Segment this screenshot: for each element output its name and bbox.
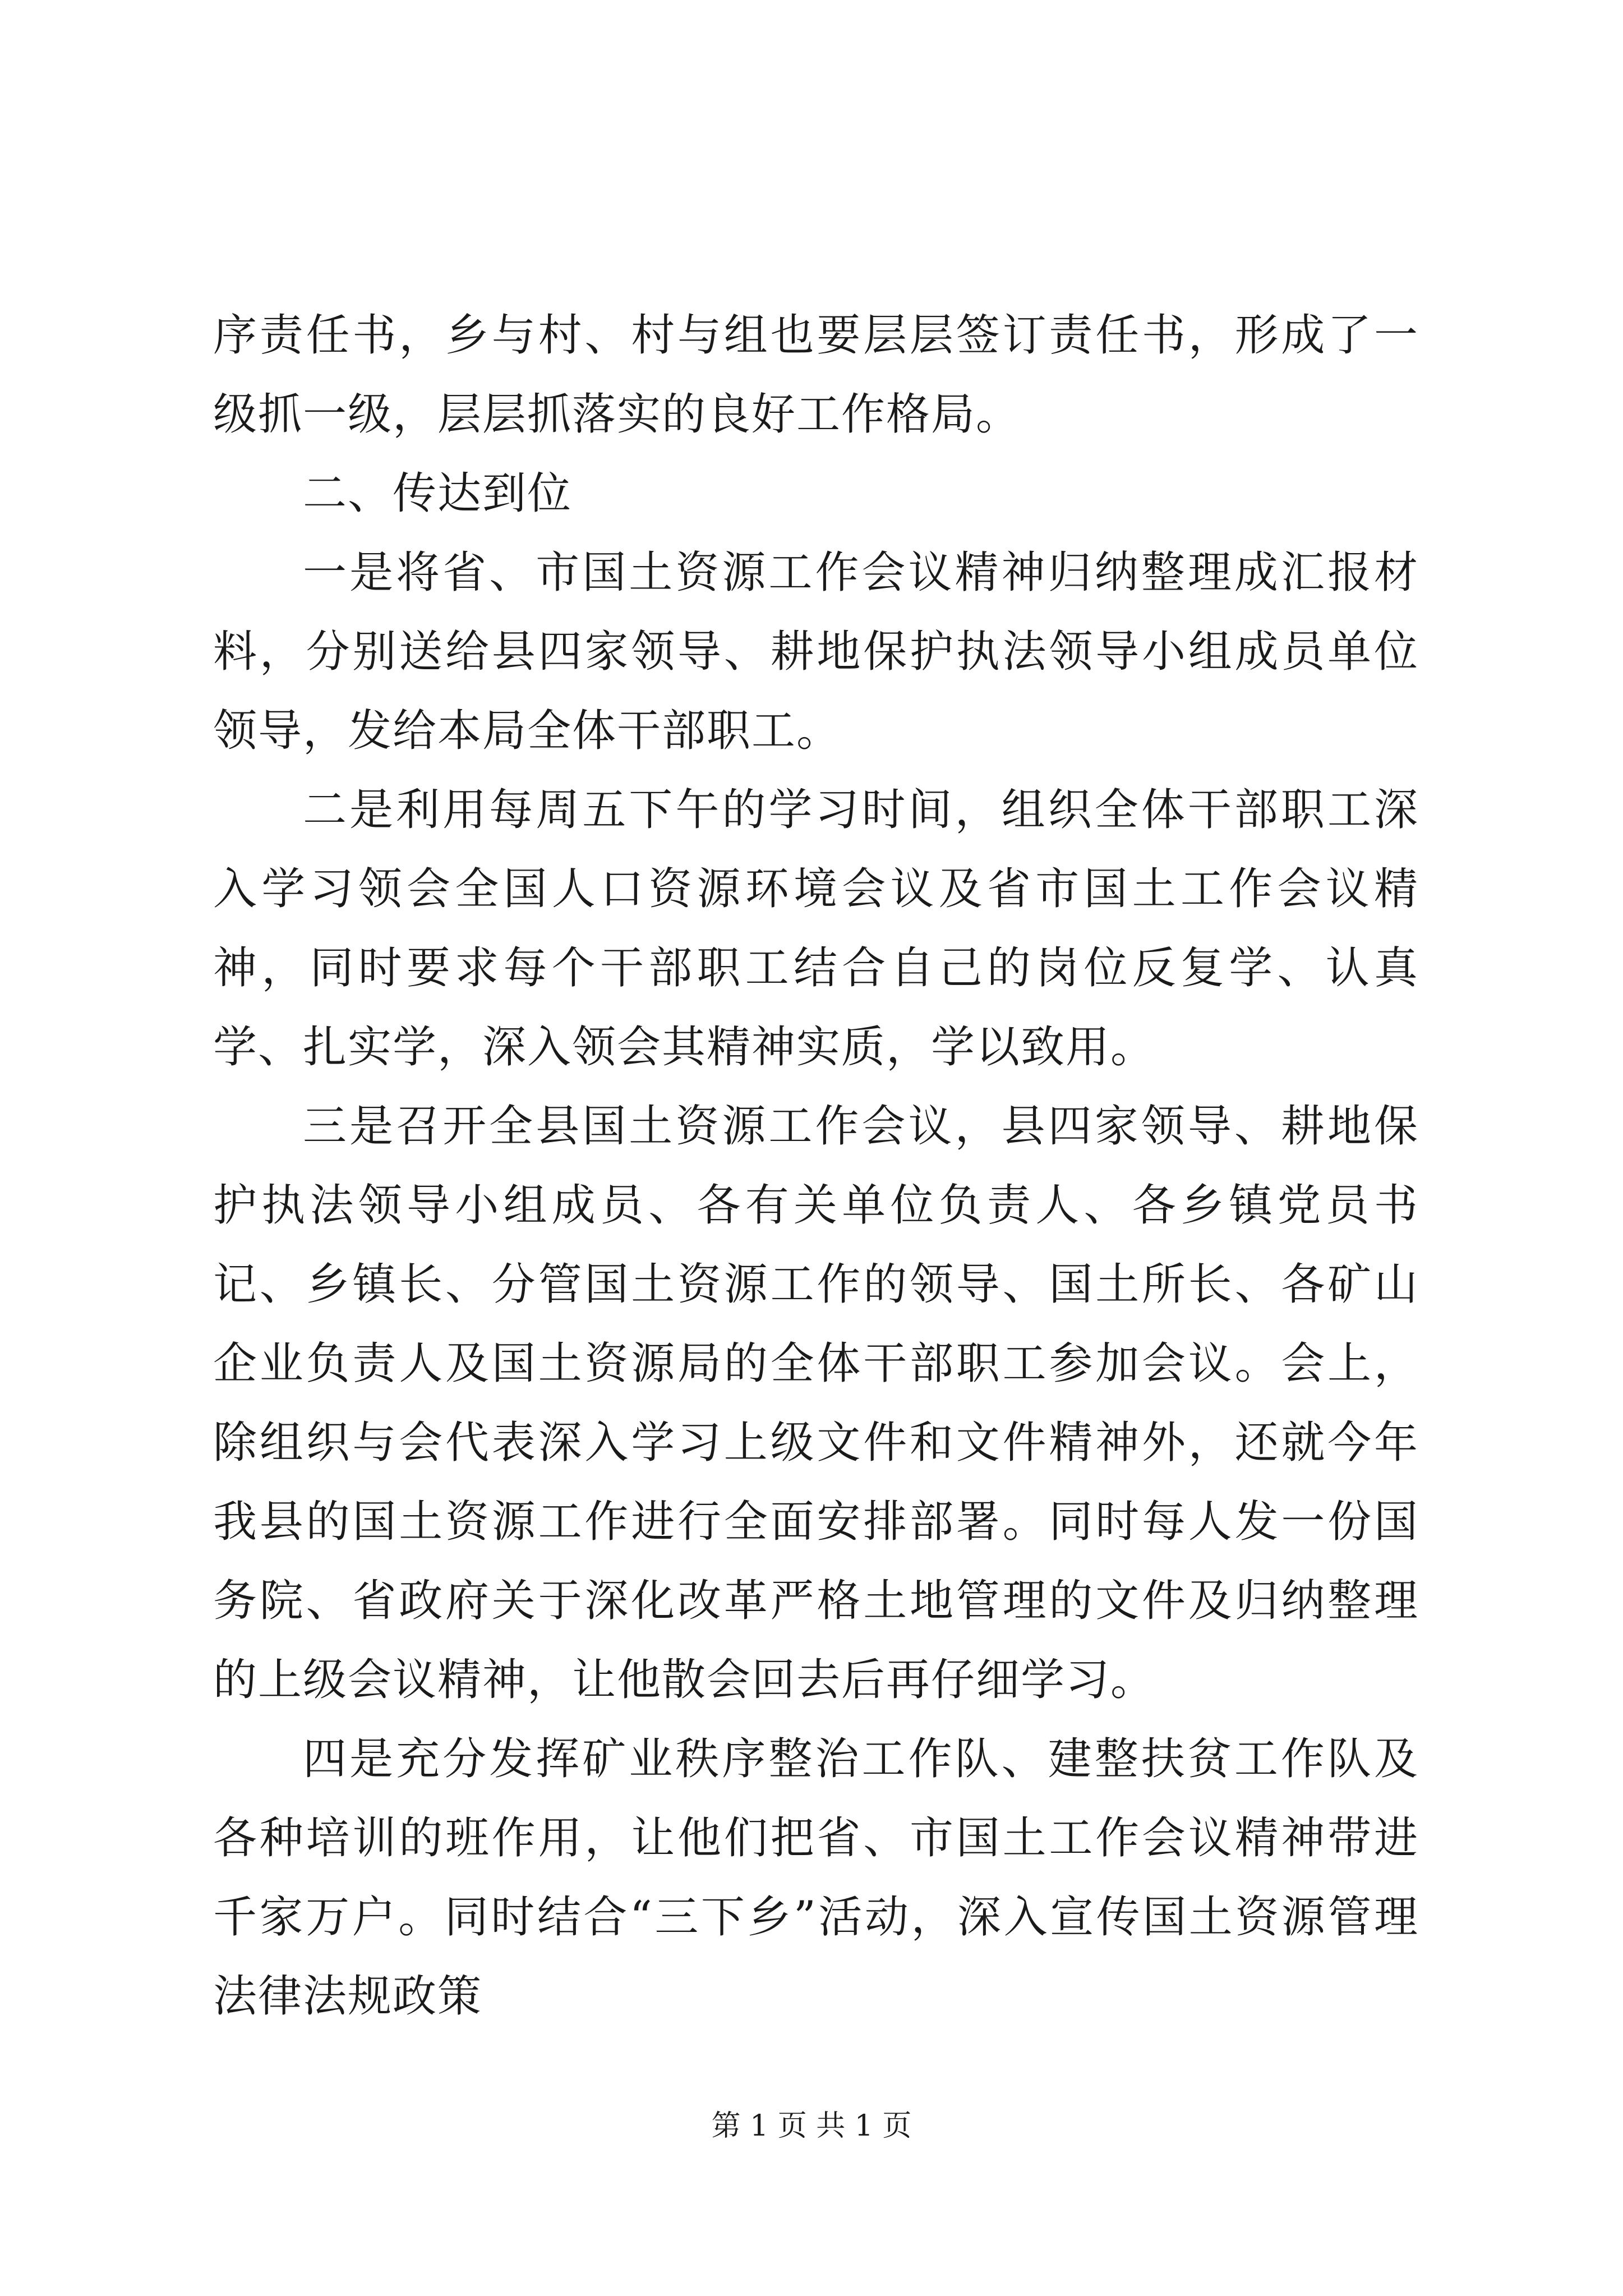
- page-footer: 第 1 页 共 1 页: [711, 2109, 912, 2143]
- paragraph-item-4: 四是充分发挥矿业秩序整治工作队、建整扶贫工作队及各种培训的班作用，让他们把省、市国土工作会议精神带进千家万户。同时结合“三下乡”活动，深入宣传国土资源管理法律法规政策: [213, 1734, 1419, 2022]
- paragraph-1: 序责任书，乡与村、村与组也要层层签订责任书，形成了一级抓一级，层层抓落实的良好工作格局。: [213, 310, 1419, 440]
- paragraph-item-2: 二是利用每周五下午的学习时间，组织全体干部职工深入学习领会全国人口资源环境会议及省市国土工作会议精神，同时要求每个干部职工结合自己的岗位反复学、认真学、扎实学，深入领会其精神实质，学以致用。: [213, 785, 1419, 1073]
- paragraph-item-3: 三是召开全县国土资源工作会议，县四家领导、耕地保护执法领导小组成员、各有关单位负责人、各乡镇党员书记、乡镇长、分管国土资源工作的领导、国土所长、各矿山企业负责人及国土资源局的全体干部职工参加会议。会上，除组织与会代表深入学习上级文件和文件精神外，还就今年我县的国土资源工作进行全面安排部署。同时每人发一份国务院、省政府关于深化改革严格土地管理的文件及归纳整理的上级会议精神，让他散会回去后再仔细学习。: [213, 1101, 1419, 1705]
- paragraph-item-1: 一是将省、市国土资源工作会议精神归纳整理成汇报材料，分别送给县四家领导、耕地保护执法领导小组成员单位领导，发给本局全体干部职工。: [213, 547, 1419, 756]
- section-heading-transmission: 二、传达到位: [303, 468, 573, 519]
- document-body: [213, 296, 1419, 2036]
